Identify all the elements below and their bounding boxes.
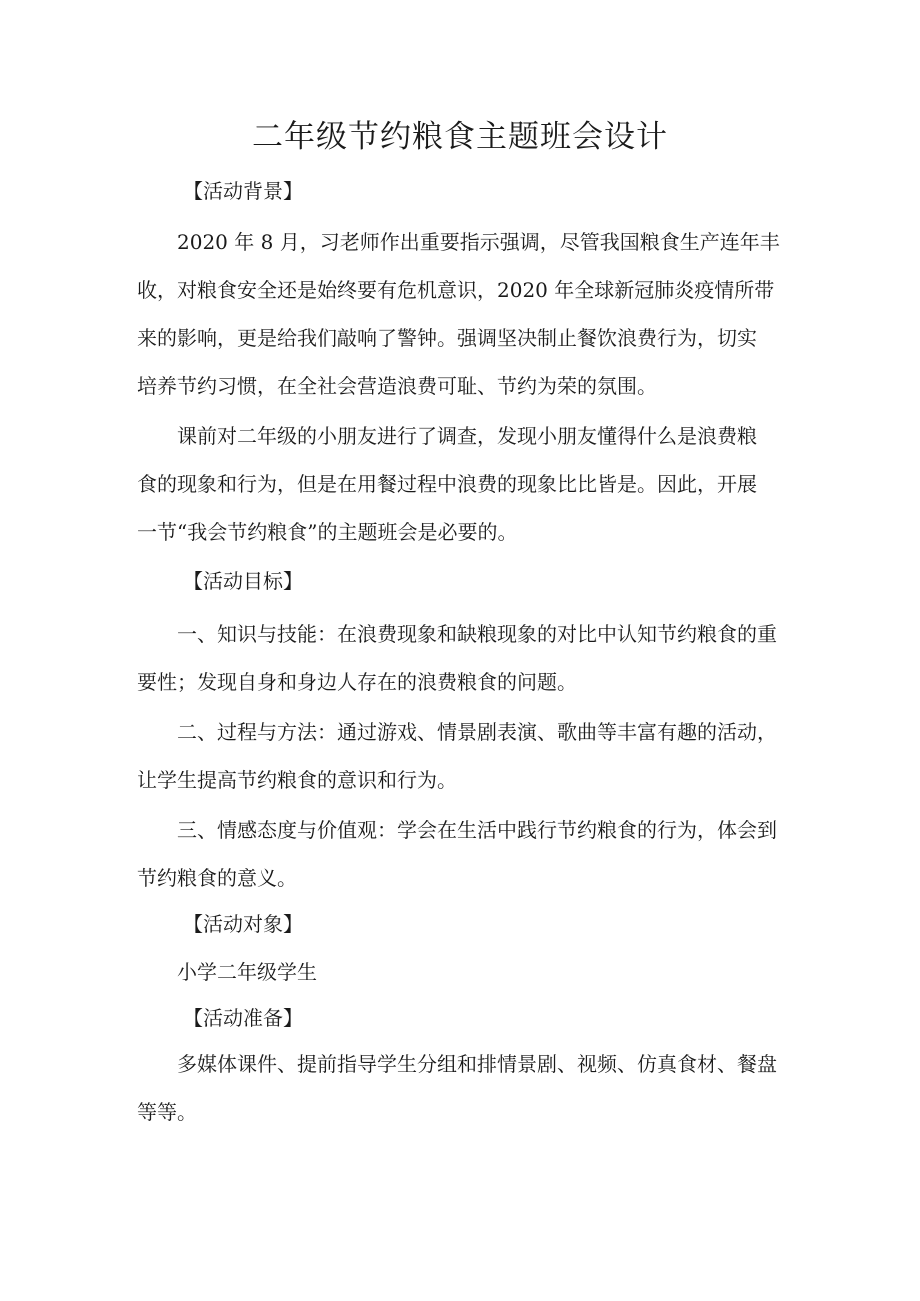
paragraph-line: 节约粮食的意义。 xyxy=(137,866,297,890)
paragraph-line: 小学二年级学生 xyxy=(177,960,317,984)
goal-process xyxy=(137,708,797,804)
paragraph-line: 收，对粮食安全还是始终要有危机意识，2020 年全球新冠肺炎疫情所带 xyxy=(137,278,775,302)
section-heading-audience: 【活动对象】 xyxy=(183,912,303,936)
preparation-paragraph xyxy=(137,1040,797,1136)
section-heading-background: 【活动背景】 xyxy=(183,179,303,203)
paragraph-line: 让学生提高节约粮食的意识和行为。 xyxy=(137,768,457,792)
paragraph-line: 一节“我会节约粮食”的主题班会是必要的。 xyxy=(137,520,518,544)
paragraph-line: 来的影响，更是给我们敲响了警钟。强调坚决制止餐饮浪费行为，切实 xyxy=(137,326,757,350)
goal-emotion xyxy=(137,806,797,902)
paragraph-line: 二、过程与方法：通过游戏、情景剧表演、歌曲等丰富有趣的活动， xyxy=(177,720,777,744)
paragraph-line: 培养节约习惯，在全社会营造浪费可耻、节约为荣的氛围。 xyxy=(137,374,657,398)
paragraph-line: 2020 年 8 月，习老师作出重要指示强调，尽管我国粮食生产连年丰 xyxy=(177,230,780,254)
paragraph-line: 多媒体课件、提前指导学生分组和排情景剧、视频、仿真食材、餐盘 xyxy=(177,1052,777,1076)
goal-knowledge xyxy=(137,610,797,706)
section-heading-preparation: 【活动准备】 xyxy=(183,1006,303,1030)
section-heading-goals: 【活动目标】 xyxy=(183,569,303,593)
paragraph-line: 食的现象和行为，但是在用餐过程中浪费的现象比比皆是。因此，开展 xyxy=(137,472,757,496)
paragraph-line: 等等。 xyxy=(137,1100,197,1124)
background-paragraph-1 xyxy=(137,218,797,410)
paragraph-line: 要性；发现自身和身边人存在的浪费粮食的问题。 xyxy=(137,670,577,694)
paragraph-line: 一、知识与技能：在浪费现象和缺粮现象的对比中认知节约粮食的重 xyxy=(177,622,777,646)
document-title: 二年级节约粮食主题班会设计 xyxy=(252,119,668,155)
paragraph-line: 三、情感态度与价值观：学会在生活中践行节约粮食的行为，体会到 xyxy=(177,818,777,842)
background-paragraph-2 xyxy=(137,412,797,556)
paragraph-line: 课前对二年级的小朋友进行了调查，发现小朋友懂得什么是浪费粮 xyxy=(177,424,757,448)
audience-text xyxy=(137,948,797,996)
